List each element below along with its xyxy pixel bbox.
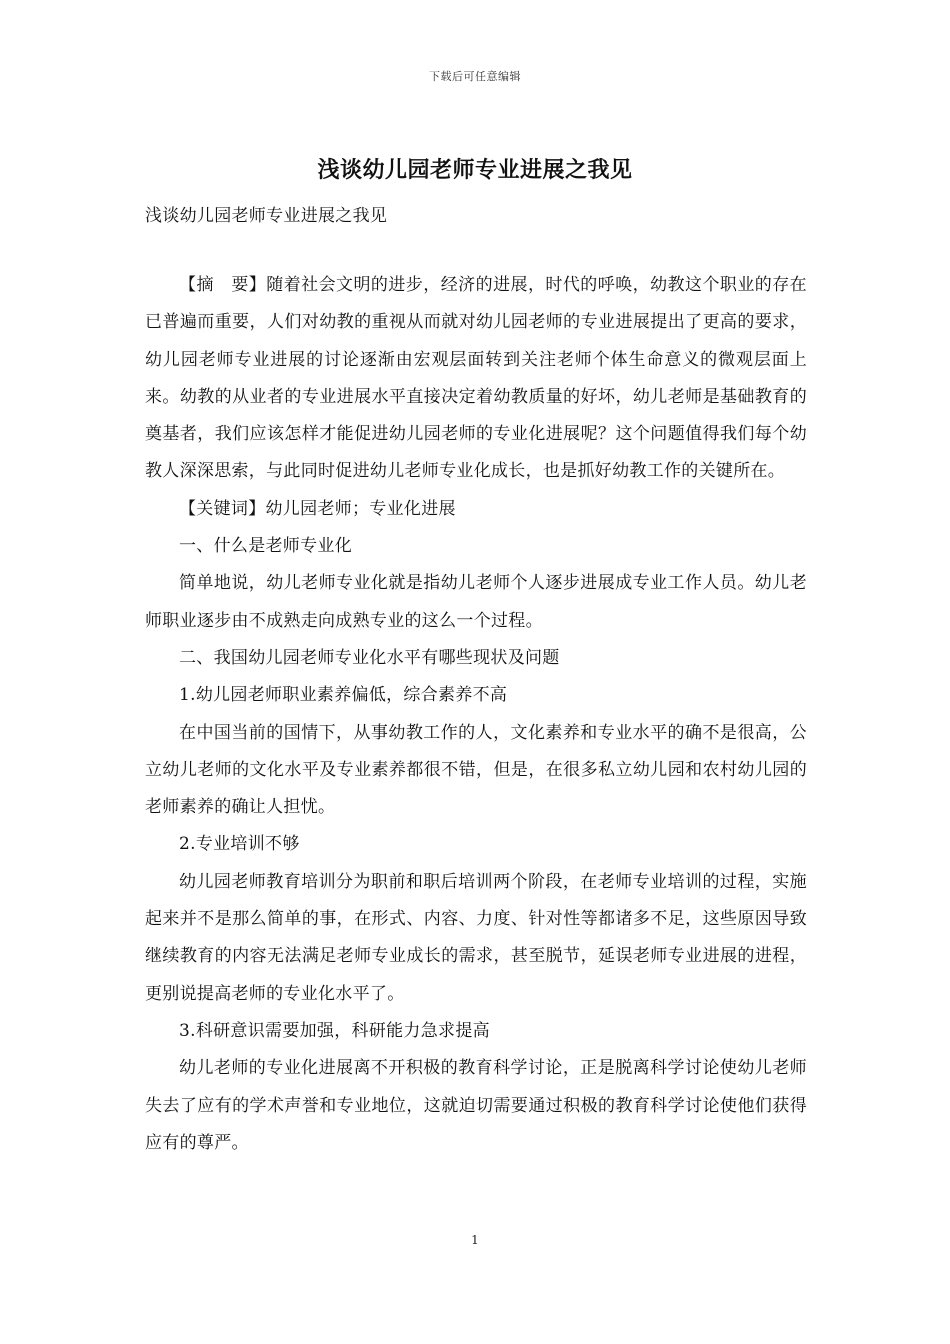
subsection-heading-1: 1.幼儿园老师职业素养偏低，综合素养不高 [179, 685, 508, 706]
page-number: 1 [471, 1233, 479, 1247]
subsection-heading-3: 3.科研意识需要加强，科研能力急求提高 [179, 1020, 490, 1041]
keywords-paragraph: 【关键词】幼儿园老师；专业化进展 [179, 498, 456, 519]
document-body [145, 267, 807, 1162]
header-note: 下载后可任意编辑 [429, 70, 521, 83]
body-paragraph: 幼儿老师的专业化进展离不开积极的教育科学讨论，正是脱离科学讨论使幼儿老师失去了应有的学术声誉和专业地位，这就迫切需要通过积极的教育科学讨论使他们获得应有的尊严。 [145, 1058, 807, 1153]
section-heading-2: 二、我国幼儿园老师专业化水平有哪些现状及问题 [179, 647, 560, 668]
document-title: 浅谈幼儿园老师专业进展之我见 [317, 157, 633, 183]
abstract-paragraph: 【摘 要】随着社会文明的进步，经济的进展，时代的呼唤，幼教这个职业的存在已普遍而重要，人们对幼教的重视从而就对幼儿园老师的专业进展提出了更高的要求，幼儿园老师专业进展的讨论逐渐由宏观层面转到关注老师个体生命意义的微观层面上来。幼教的从业者的专业进展水平直接决定着幼教质量的好坏，幼儿老师是基础教育的奠基者，我们应该怎样才能促进幼儿园老师的专业化进展呢？这个问题值得我们每个幼教人深深思索，与此同时促进幼儿老师专业化成长，也是抓好幼教工作的关键所在。 [145, 275, 807, 482]
section-heading-1: 一、什么是老师专业化 [179, 536, 352, 557]
body-paragraph: 简单地说，幼儿老师专业化就是指幼儿老师个人逐步进展成专业工作人员。幼儿老师职业逐步由不成熟走向成熟专业的这么一个过程。 [145, 573, 807, 631]
document-subtitle: 浅谈幼儿园老师专业进展之我见 [145, 206, 388, 226]
subsection-heading-2: 2.专业培训不够 [179, 834, 300, 855]
body-paragraph: 幼儿园老师教育培训分为职前和职后培训两个阶段，在老师专业培训的过程，实施起来并不是那么简单的事，在形式、内容、力度、针对性等都诸多不足，这些原因导致继续教育的内容无法满足老师专业成长的需求，甚至脱节，延误老师专业进展的进程，更别说提高老师的专业化水平了。 [145, 871, 807, 1004]
body-paragraph: 在中国当前的国情下，从事幼教工作的人，文化素养和专业水平的确不是很高，公立幼儿老师的文化水平及专业素养都很不错，但是，在很多私立幼儿园和农村幼儿园的老师素养的确让人担忧。 [145, 722, 807, 818]
